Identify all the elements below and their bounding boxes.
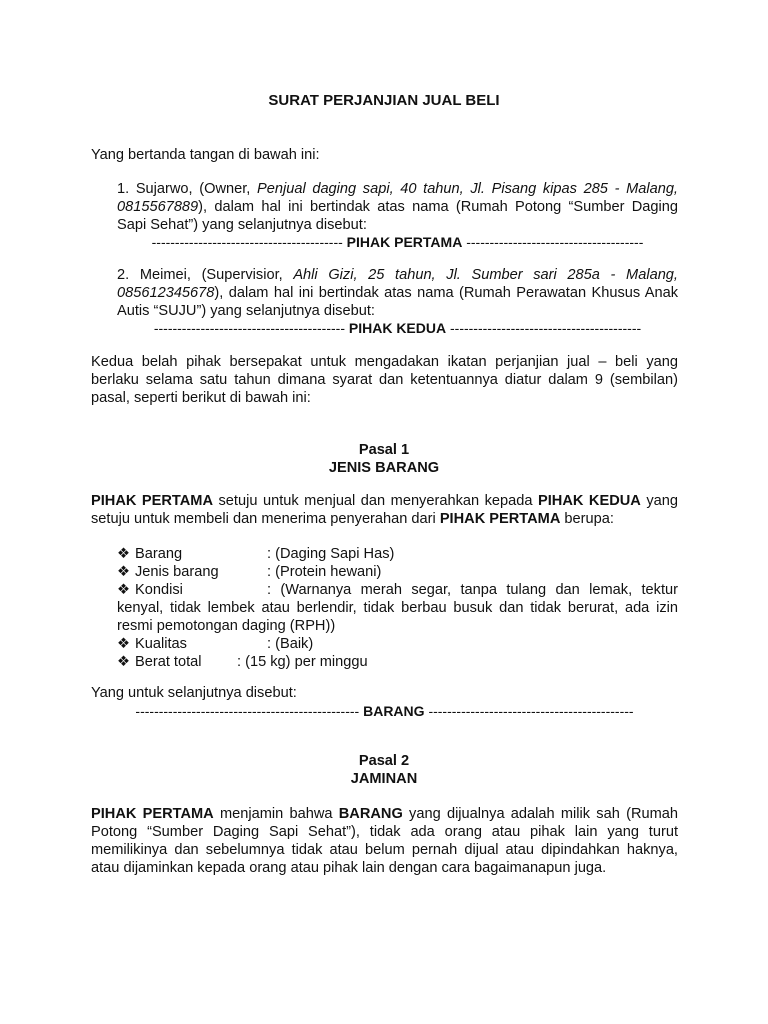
separator-line: -------------------------------------------- [428, 703, 634, 719]
diamond-bullet-icon: ❖ [117, 546, 131, 562]
separator-line: ----------------------------------------- [450, 320, 642, 336]
party-two-number: 2. [117, 267, 130, 283]
barang-label: BARANG [363, 703, 425, 719]
party-one-name: Sujarwo, (Owner, [135, 181, 251, 197]
list-item [117, 653, 678, 671]
item-label: Jenis barang [135, 564, 219, 580]
party-two-details: Ahli Gizi, 25 tahun, Jl. Sumber sari 285a - Malang, 085612345678 [117, 267, 678, 301]
item-value: : (15 kg) per minggu [237, 654, 368, 670]
item-label: Berat total [135, 654, 202, 670]
party-one-ref: PIHAK PERTAMA [91, 493, 213, 509]
item-list [117, 545, 678, 671]
party-two-paragraph [117, 266, 678, 320]
pasal-1-paragraph [91, 492, 678, 528]
pasal-1-after-text: Yang untuk selanjutnya disebut: [91, 685, 297, 701]
party-two-label: PIHAK KEDUA [348, 320, 447, 336]
diamond-bullet-icon: ❖ [117, 654, 131, 670]
barang-designation [91, 702, 678, 720]
list-item [117, 635, 678, 653]
party-one-details: Penjual daging sapi, 40 tahun, Jl. Pisang kipas 285 - Malang, 0815567889 [117, 181, 678, 215]
separator-line: ----------------------------------------- [153, 320, 345, 336]
item-value: : (Daging Sapi Has) [267, 546, 395, 562]
list-item [117, 581, 678, 635]
pasal-2-number: Pasal 2 [358, 753, 410, 769]
item-label: Kualitas [135, 636, 187, 652]
pasal-1-number: Pasal 1 [358, 442, 410, 458]
party-two-name: Meimei, (Supervisior, [139, 267, 283, 283]
party-one-designation [117, 233, 678, 251]
diamond-bullet-icon: ❖ [117, 582, 131, 598]
diamond-bullet-icon: ❖ [117, 636, 131, 652]
text-run: berupa: [560, 511, 614, 527]
item-value: : (Baik) [267, 636, 314, 652]
party-one-number: 1. [117, 181, 130, 197]
text-run: yang dijualnya adalah milik sah (Rumah Potong “Sumber Daging Sapi Sehat”), tidak ada orang atau pihak lain yang turut memilikinya dan sebelumnya tidak atau belum pernah dijual atau dipindahkan haknya, atau dijaminkan kepada orang atau pihak lain dengan cara bagaimanapun juga. [91, 806, 678, 876]
diamond-bullet-icon: ❖ [117, 564, 131, 580]
party-one-label: PIHAK PERTAMA [346, 234, 463, 250]
separator-line: ------------------------------------------------ [135, 703, 360, 719]
text-run: setuju untuk menjual dan menyerahkan kepada [213, 493, 539, 509]
barang-ref: BARANG [338, 806, 403, 822]
item-label: Kondisi [135, 582, 183, 598]
party-one-ref: PIHAK PERTAMA [439, 511, 561, 527]
list-item [117, 545, 678, 563]
pasal-2-title: JAMINAN [350, 771, 418, 787]
document-title: SURAT PERJANJIAN JUAL BELI [268, 92, 500, 109]
party-one-ref: PIHAK PERTAMA [91, 806, 214, 822]
item-label: Barang [135, 546, 183, 562]
party-one-representation: ), dalam hal ini bertindak atas nama (Rumah Potong “Sumber Daging Sapi Sehat”) yang selanjutnya disebut: [117, 199, 678, 233]
item-value: : (Protein hewani) [267, 564, 382, 580]
list-item [117, 563, 678, 581]
party-two-ref: PIHAK KEDUA [538, 493, 641, 509]
item-value: : (Warnanya merah segar, tanpa tulang dan lemak, tektur kenyal, tidak lembek atau berlendir, tidak berbau busuk dan tidak berurat, ada izin resmi pemotongan daging (RPH)) [117, 582, 678, 634]
party-one-paragraph [117, 180, 678, 234]
text-run: menjamin bahwa [213, 806, 339, 822]
party-two-representation: ), dalam hal ini bertindak atas nama (Rumah Perawatan Khusus Anak Autis “SUJU”) yang selanjutnya disebut: [117, 285, 678, 319]
pasal-1-title: JENIS BARANG [328, 460, 440, 476]
separator-line: ----------------------------------------- [151, 234, 343, 250]
party-two-designation [117, 319, 678, 337]
agreement-paragraph: Kedua belah pihak bersepakat untuk mengadakan ikatan perjanjian jual – beli yang berlaku selama satu tahun dimana syarat dan ketentuannya diatur dalam 9 (sembilan) pasal, seperti berikut di bawah ini: [91, 354, 678, 406]
separator-line: -------------------------------------- [466, 234, 644, 250]
text-run: yang setuju untuk membeli dan menerima penyerahan dari [91, 493, 678, 527]
intro-text: Yang bertanda tangan di bawah ini: [91, 147, 320, 163]
pasal-2-paragraph [91, 805, 678, 877]
